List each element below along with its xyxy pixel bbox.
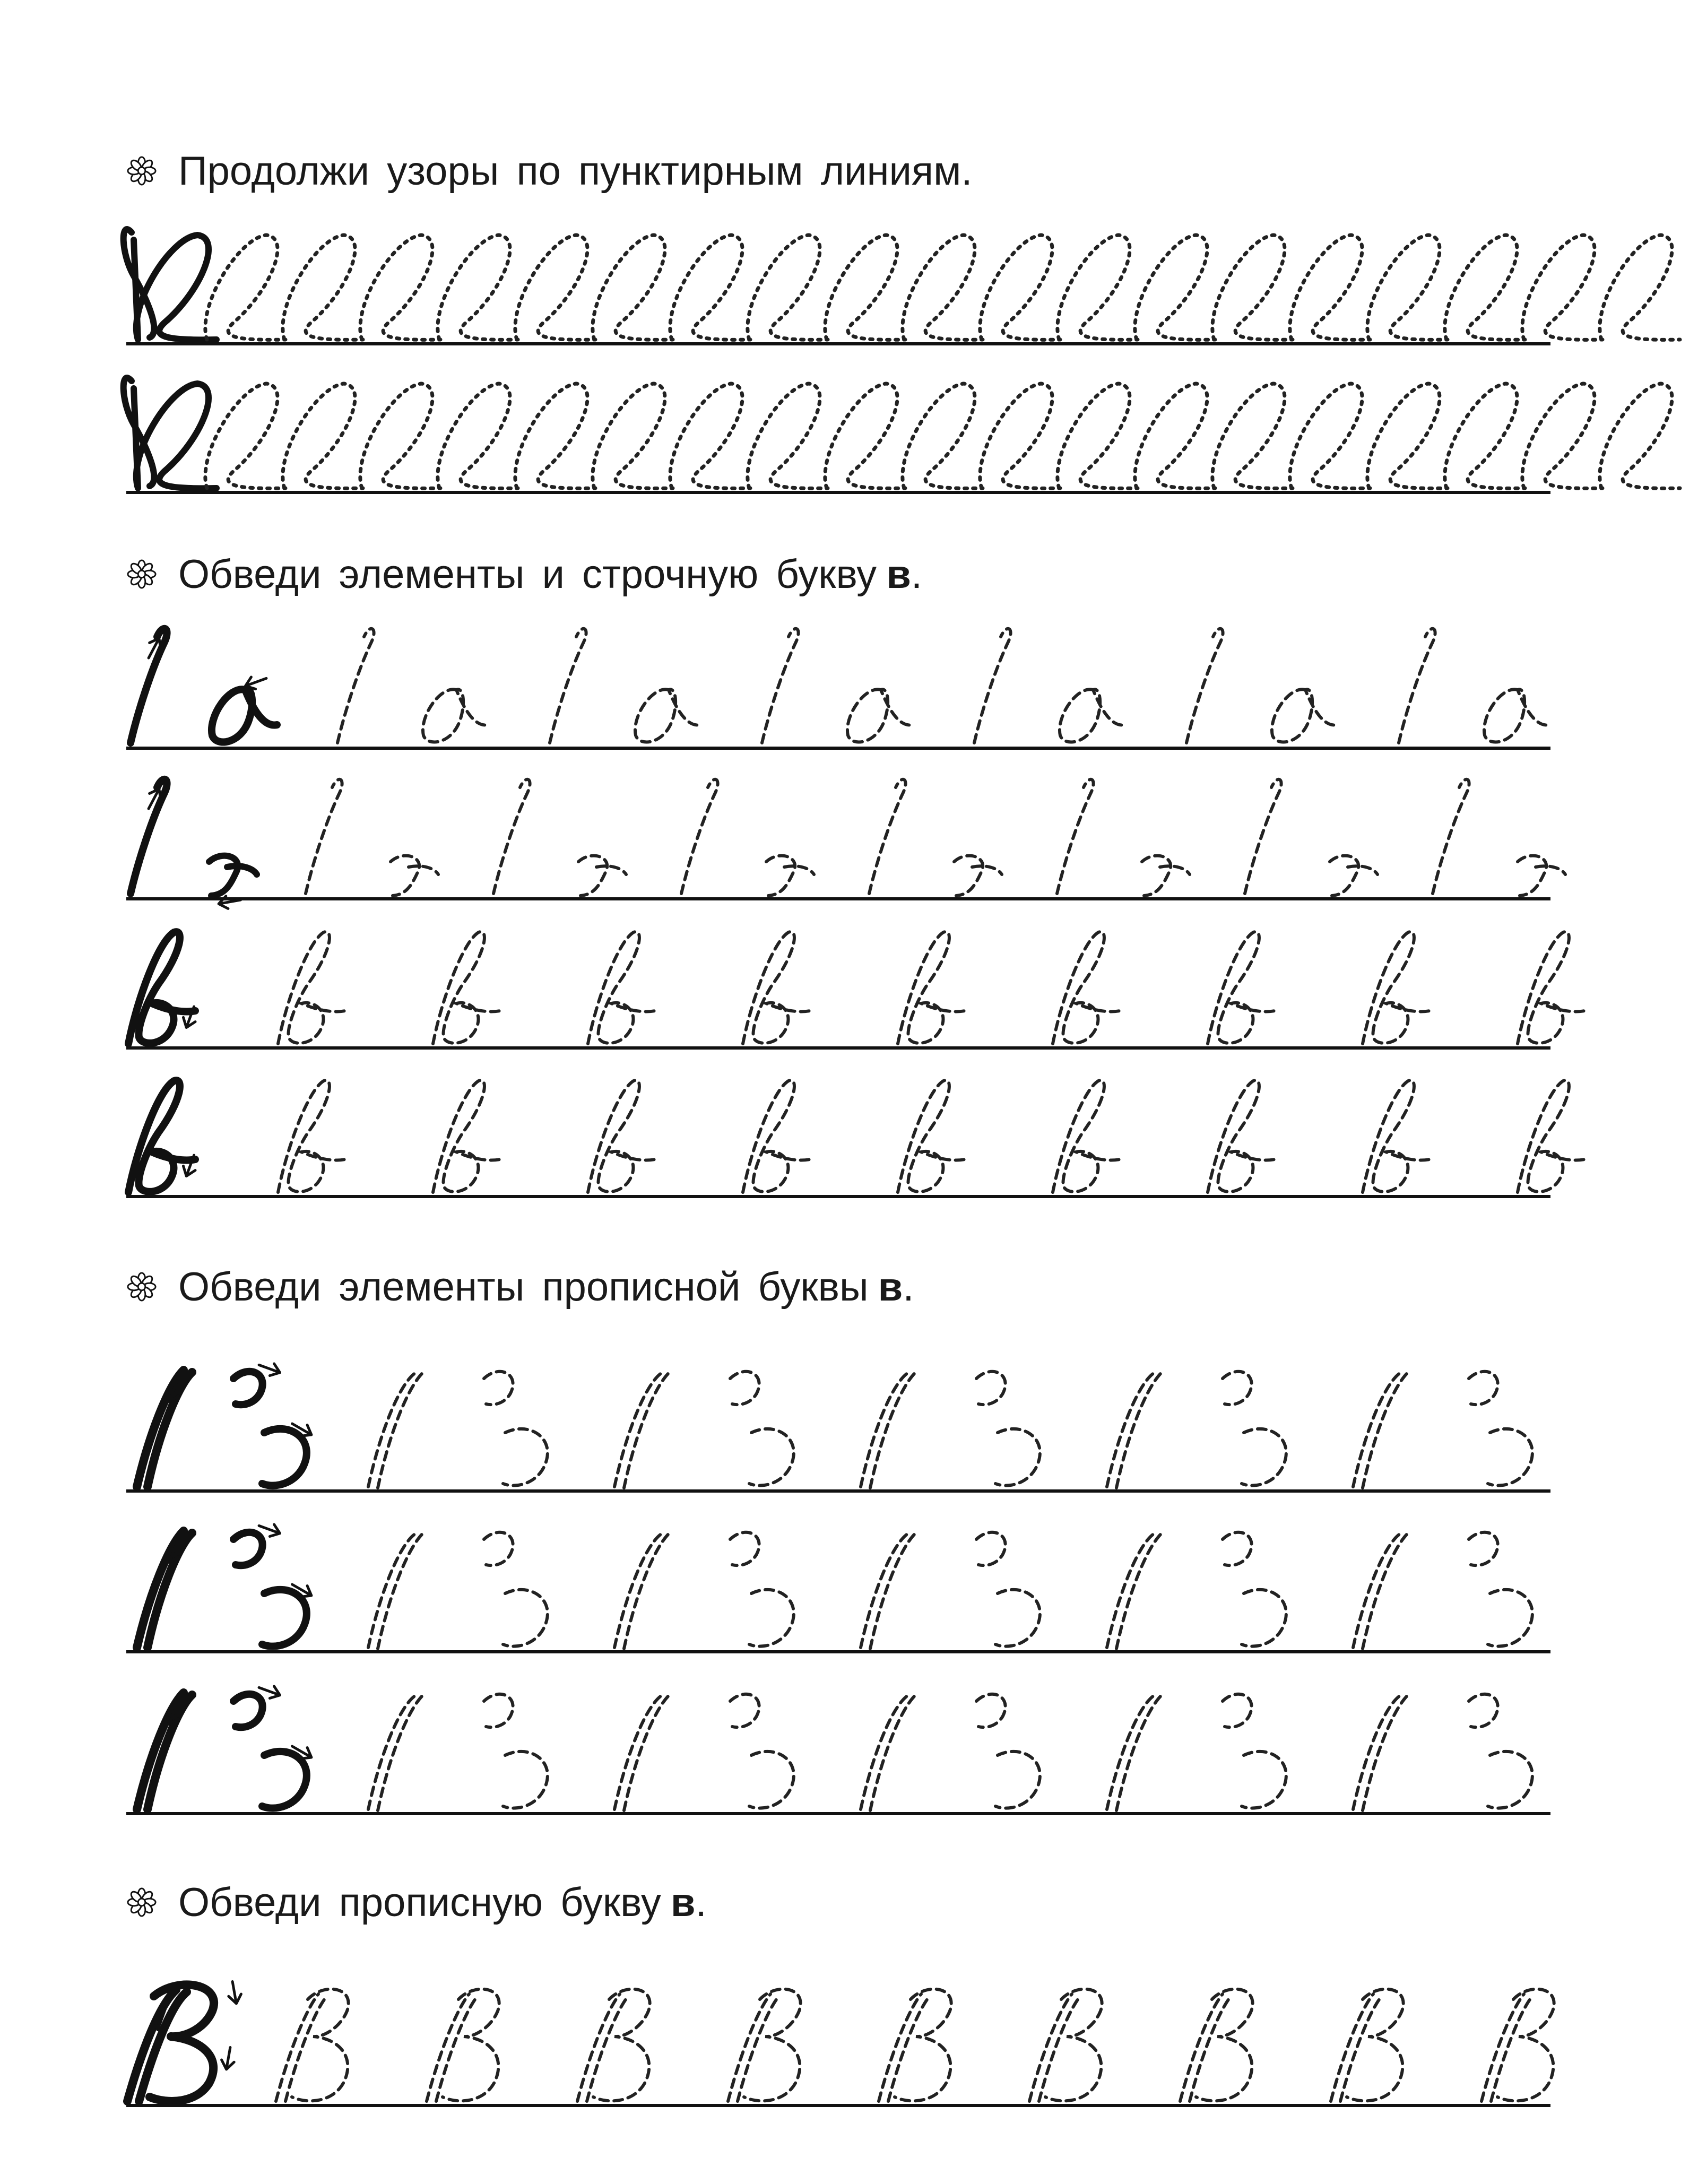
traced-stem	[614, 1532, 671, 1649]
traced-hook	[1330, 856, 1378, 896]
traced-loop	[515, 384, 595, 488]
traced-letter-capital-v	[577, 1989, 650, 2101]
traced-lower-hook	[749, 1752, 794, 1808]
traced-loop	[515, 235, 595, 340]
heading-text: Обведи элементы и строчную букву	[178, 551, 877, 597]
flower-bullet-icon	[126, 559, 157, 590]
traced-letter-capital-v	[276, 1989, 349, 2101]
traced-loop	[593, 235, 673, 340]
traced-stem	[974, 629, 1011, 743]
heading-text: Обведи прописную букву	[178, 1879, 661, 1925]
heading-text: Продолжи узоры по пунктирным линиям.	[178, 148, 973, 194]
traced-oval	[847, 689, 913, 742]
heading-letter: в	[670, 1879, 696, 1925]
uppercase-elements-row-3	[137, 1682, 1532, 1810]
traced-lower-hook	[995, 1752, 1040, 1808]
traced-upper-hook	[484, 1532, 513, 1565]
traced-loop	[980, 384, 1060, 488]
traced-loop	[438, 235, 518, 340]
traced-letter-v	[898, 932, 965, 1044]
traced-lower-hook	[503, 1752, 548, 1808]
traced-letter-capital-v	[1482, 1989, 1554, 2101]
traced-upper-hook	[730, 1372, 759, 1405]
traced-upper-hook	[1223, 1532, 1252, 1565]
example-loop	[124, 378, 216, 488]
traced-letter-v	[1363, 932, 1430, 1044]
task-heading-uppercase-elements	[126, 1255, 914, 1319]
heading-period: .	[695, 1879, 707, 1925]
traced-letter-v	[278, 1080, 345, 1192]
traced-hook	[578, 856, 626, 896]
traced-letter-v	[1363, 1080, 1430, 1192]
uppercase-elements-row-2	[137, 1520, 1532, 1649]
traced-loop	[360, 384, 440, 488]
traced-upper-hook	[730, 1694, 759, 1727]
example-lower-hook	[262, 1429, 307, 1486]
traced-stem	[1399, 629, 1435, 743]
traced-loop	[980, 235, 1060, 340]
traced-letter-capital-v	[1331, 1989, 1404, 2101]
traced-stem	[1433, 779, 1469, 894]
uppercase-elements-row-1	[137, 1359, 1532, 1488]
traced-letter-v	[898, 1080, 965, 1192]
traced-oval	[635, 689, 700, 742]
traced-loop	[1058, 384, 1138, 488]
traced-loop	[748, 384, 828, 488]
stroke-direction-arrow	[220, 2046, 237, 2070]
traced-letter-v	[588, 1080, 655, 1192]
example-stem	[137, 1531, 192, 1648]
traced-stem	[1186, 629, 1223, 743]
traced-upper-hook	[484, 1372, 513, 1405]
traced-loop	[1600, 384, 1680, 488]
heading-period: .	[911, 551, 923, 597]
traced-loop	[1367, 384, 1448, 488]
pattern-line-2	[124, 378, 1680, 488]
heading-letter: в	[886, 551, 911, 597]
traced-upper-hook	[730, 1532, 759, 1565]
traced-loop	[1135, 384, 1215, 488]
traced-oval	[1272, 689, 1337, 742]
traced-letter-capital-v	[879, 1989, 951, 2101]
traced-lower-hook	[995, 1590, 1040, 1646]
traced-letter-v	[1208, 1080, 1275, 1192]
traced-stem	[681, 779, 718, 894]
traced-letter-v	[433, 932, 500, 1044]
example-lower-hook	[262, 1590, 307, 1646]
traced-loop	[360, 235, 440, 340]
lowercase-row-1	[131, 629, 1549, 743]
traced-stem	[861, 1532, 917, 1649]
traced-loop	[1058, 235, 1138, 340]
traced-letter-v	[1518, 932, 1584, 1044]
example-upper-hook	[233, 1694, 263, 1727]
flower-bullet-icon	[126, 1887, 157, 1918]
traced-letter-v	[743, 932, 810, 1044]
traced-stem	[1245, 779, 1281, 894]
example-loop	[124, 229, 216, 340]
traced-lower-hook	[503, 1590, 548, 1646]
traced-stem	[368, 1694, 424, 1810]
traced-stem	[861, 1371, 917, 1488]
traced-letter-capital-v	[728, 1989, 801, 2101]
traced-stem	[493, 779, 530, 894]
traced-lower-hook	[1488, 1752, 1532, 1808]
traced-loop	[670, 384, 750, 488]
traced-stem	[550, 629, 586, 743]
traced-upper-hook	[484, 1694, 513, 1727]
traced-letter-capital-v	[1180, 1989, 1253, 2101]
traced-loop	[1290, 235, 1370, 340]
traced-oval	[423, 689, 488, 742]
pattern-line-1	[124, 229, 1680, 340]
traced-upper-hook	[1469, 1532, 1498, 1565]
heading-letter: в	[878, 1264, 903, 1310]
traced-loop	[825, 384, 905, 488]
traced-upper-hook	[976, 1372, 1006, 1405]
traced-letter-capital-v	[1029, 1989, 1102, 2101]
traced-hook	[1142, 856, 1190, 896]
traced-loop	[1212, 235, 1293, 340]
traced-loop	[1445, 235, 1525, 340]
traced-loop	[1445, 384, 1525, 488]
traced-lower-hook	[1242, 1429, 1286, 1486]
traced-stem	[762, 629, 799, 743]
example-upper-hook	[233, 1532, 263, 1565]
traced-loop	[903, 384, 983, 488]
traced-lower-hook	[1488, 1429, 1532, 1486]
traced-stem	[306, 779, 342, 894]
example-letter-capital-v	[127, 1984, 214, 2101]
traced-loop	[283, 384, 363, 488]
traced-loop	[1522, 384, 1602, 488]
traced-stem	[368, 1371, 424, 1488]
traced-stem	[1107, 1694, 1163, 1810]
traced-loop	[1135, 235, 1215, 340]
traced-loop	[283, 235, 363, 340]
traced-loop	[1290, 384, 1370, 488]
traced-oval	[1060, 689, 1125, 742]
traced-loop	[903, 235, 983, 340]
traced-upper-hook	[976, 1694, 1006, 1727]
traced-loop	[438, 384, 518, 488]
traced-letter-v	[1518, 1080, 1584, 1192]
traced-loop	[593, 384, 673, 488]
traced-letter-v	[1053, 1080, 1120, 1192]
traced-letter-v	[1053, 932, 1120, 1044]
traced-stem	[869, 779, 906, 894]
example-oval	[212, 689, 277, 742]
task-heading-patterns	[126, 139, 972, 203]
traced-lower-hook	[1488, 1590, 1532, 1646]
traced-lower-hook	[995, 1429, 1040, 1486]
traced-letter-v	[278, 932, 345, 1044]
example-upper-hook	[233, 1372, 263, 1405]
traced-loop	[1367, 235, 1448, 340]
traced-upper-hook	[1469, 1372, 1498, 1405]
traced-stem	[1057, 779, 1094, 894]
traced-lower-hook	[503, 1429, 548, 1486]
traced-loop	[1522, 235, 1602, 340]
traced-stem	[1353, 1532, 1409, 1649]
flower-bullet-icon	[126, 1271, 157, 1302]
traced-letter-v	[1208, 932, 1275, 1044]
lowercase-row-2	[131, 779, 1565, 910]
traced-hook	[1518, 856, 1565, 896]
traced-upper-hook	[1469, 1694, 1498, 1727]
traced-letter-v	[588, 932, 655, 1044]
traced-lower-hook	[1242, 1590, 1286, 1646]
traced-lower-hook	[749, 1590, 794, 1646]
traced-stem	[1353, 1694, 1409, 1810]
traced-loop	[205, 235, 285, 340]
traced-lower-hook	[1242, 1752, 1286, 1808]
traced-loop	[825, 235, 905, 340]
task-heading-uppercase-letter	[126, 1870, 707, 1934]
heading-period: .	[903, 1264, 914, 1310]
heading-text: Обведи элементы прописной буквы	[178, 1264, 869, 1310]
traced-letter-v	[743, 1080, 810, 1192]
traced-hook	[954, 856, 1002, 896]
traced-upper-hook	[976, 1532, 1006, 1565]
traced-stem	[861, 1694, 917, 1810]
traced-upper-hook	[1223, 1372, 1252, 1405]
traced-stem	[337, 629, 374, 743]
traced-letter-capital-v	[427, 1989, 499, 2101]
traced-loop	[748, 235, 828, 340]
task-heading-lowercase	[126, 542, 922, 606]
stroke-direction-arrow	[226, 1980, 242, 2005]
example-stem	[137, 1370, 192, 1487]
traced-loop	[205, 384, 285, 488]
traced-stem	[614, 1371, 671, 1488]
traced-stem	[368, 1532, 424, 1649]
example-hook	[209, 856, 257, 896]
example-stem	[137, 1693, 192, 1809]
traced-hook	[766, 856, 814, 896]
traced-lower-hook	[749, 1429, 794, 1486]
traced-hook	[391, 856, 438, 896]
traced-loop	[1212, 384, 1293, 488]
traced-oval	[1484, 689, 1549, 742]
lowercase-row-3	[128, 932, 1584, 1044]
traced-loop	[670, 235, 750, 340]
uppercase-letter-row	[127, 1980, 1554, 2101]
traced-stem	[1107, 1371, 1163, 1488]
flower-bullet-icon	[126, 155, 157, 186]
traced-loop	[1600, 235, 1680, 340]
traced-stem	[614, 1694, 671, 1810]
traced-stem	[1107, 1532, 1163, 1649]
example-lower-hook	[262, 1752, 307, 1808]
lowercase-row-4	[128, 1080, 1584, 1192]
traced-upper-hook	[1223, 1694, 1252, 1727]
traced-stem	[1353, 1371, 1409, 1488]
traced-letter-v	[433, 1080, 500, 1192]
